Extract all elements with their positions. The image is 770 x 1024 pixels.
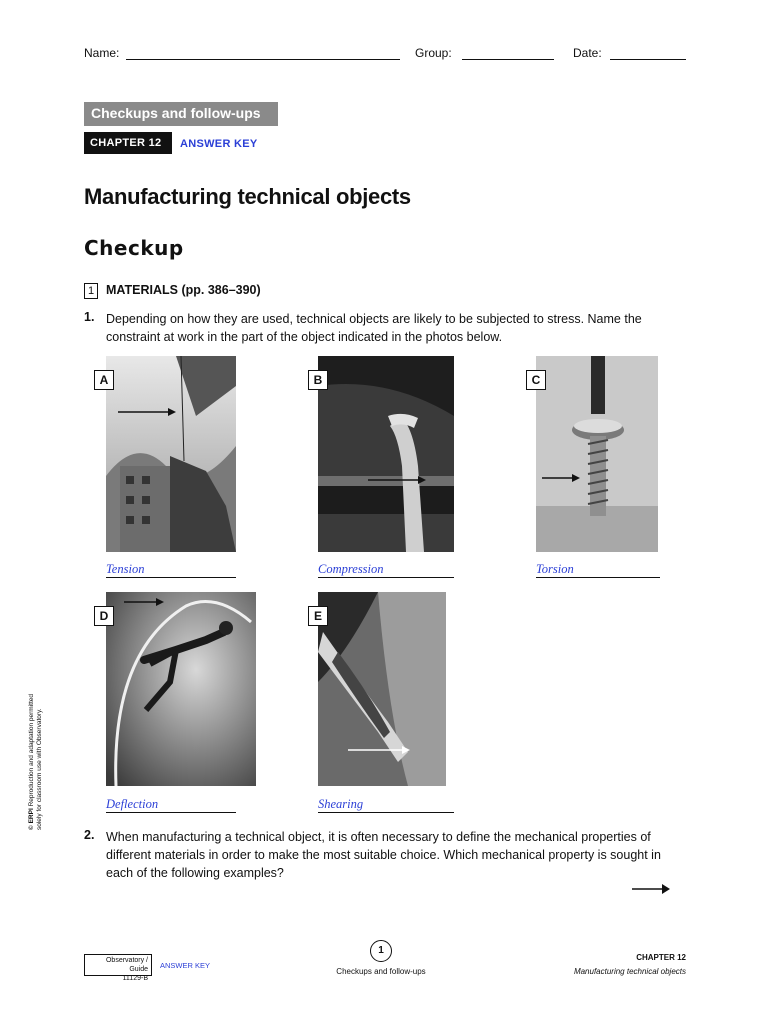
photo-d-answer: Deflection: [106, 797, 159, 811]
subsection-number: 1: [84, 283, 98, 299]
photo-b-label: B: [308, 370, 328, 390]
footer-reference-box: [84, 954, 152, 982]
name-field[interactable]: [126, 46, 400, 60]
photo-e: [313, 592, 446, 786]
highway-pillar-icon: [318, 356, 454, 552]
photo-d-answer-line: [106, 812, 236, 813]
question-1-number: 1.: [84, 310, 95, 324]
footer-chapter: CHAPTER 12: [636, 953, 686, 962]
photo-e-answer: Shearing: [318, 797, 364, 811]
photo-a-answer: Tension: [106, 562, 145, 576]
footer-answer-key: ANSWER KEY: [160, 961, 211, 970]
footer-chapter-title: Manufacturing technical objects: [573, 967, 686, 976]
footer-box-line-1: Observatory / Guide: [105, 957, 148, 973]
footer-section: Checkups and follow-ups: [336, 967, 426, 976]
photo-c-answer: Torsion: [536, 562, 574, 576]
photo-d: [99, 592, 256, 786]
continue-arrow-icon: [632, 882, 672, 896]
screw-icon: [536, 356, 658, 552]
question-2-number: 2.: [84, 828, 95, 842]
photo-c-answer-line: [536, 577, 660, 578]
pole-vault-icon: [106, 592, 256, 786]
photo-c-label: C: [526, 370, 546, 390]
photo-c: [531, 356, 658, 552]
group-label: Group:: [415, 46, 452, 60]
answer-key-label: ANSWER KEY: [180, 138, 258, 150]
photo-b: [313, 356, 454, 552]
section-title: Checkup: [84, 236, 184, 260]
chapter-badge: CHAPTER 12: [84, 132, 172, 154]
photo-a-answer-line: [106, 577, 236, 578]
date-field[interactable]: [610, 46, 686, 60]
date-label: Date:: [573, 46, 602, 60]
name-label: Name:: [84, 46, 120, 60]
question-2-text: When manufacturing a technical object, it is often necessary to define the mechanical properties of different materials in order to make the most suitable choice. Which mechanical property is sought in each of the following examples?: [106, 830, 661, 880]
page-title: Manufacturing technical objects: [84, 184, 411, 209]
page-number: 1: [370, 940, 392, 962]
photo-b-answer: Compression: [318, 562, 384, 576]
photo-a-label: A: [94, 370, 114, 390]
photo-b-answer-line: [318, 577, 454, 578]
photo-e-label: E: [308, 606, 328, 626]
photo-d-label: D: [94, 606, 114, 626]
copyright-line-2: solely for classroom use with Observatory.: [36, 708, 43, 830]
photo-e-answer-line: [318, 812, 454, 813]
copyright-brand: © ERPI: [28, 808, 35, 830]
subsection-heading: MATERIALS (pp. 386–390): [106, 283, 261, 297]
crane-demolition-icon: [106, 356, 236, 552]
pruning-shears-icon: [318, 592, 446, 786]
copyright-line-1: Reproduction and adaptation permitted: [28, 694, 35, 807]
question-1-text: Depending on how they are used, technical objects are likely to be subjected to stress. Name the constraint at work in the part of the object indicated in the photos below.: [106, 312, 642, 344]
photo-a: [99, 356, 236, 552]
footer-box-line-2: 11129-B: [122, 975, 148, 982]
group-field[interactable]: [462, 46, 554, 60]
section-banner: Checkups and follow-ups: [84, 102, 278, 126]
copyright-note: [28, 630, 44, 830]
